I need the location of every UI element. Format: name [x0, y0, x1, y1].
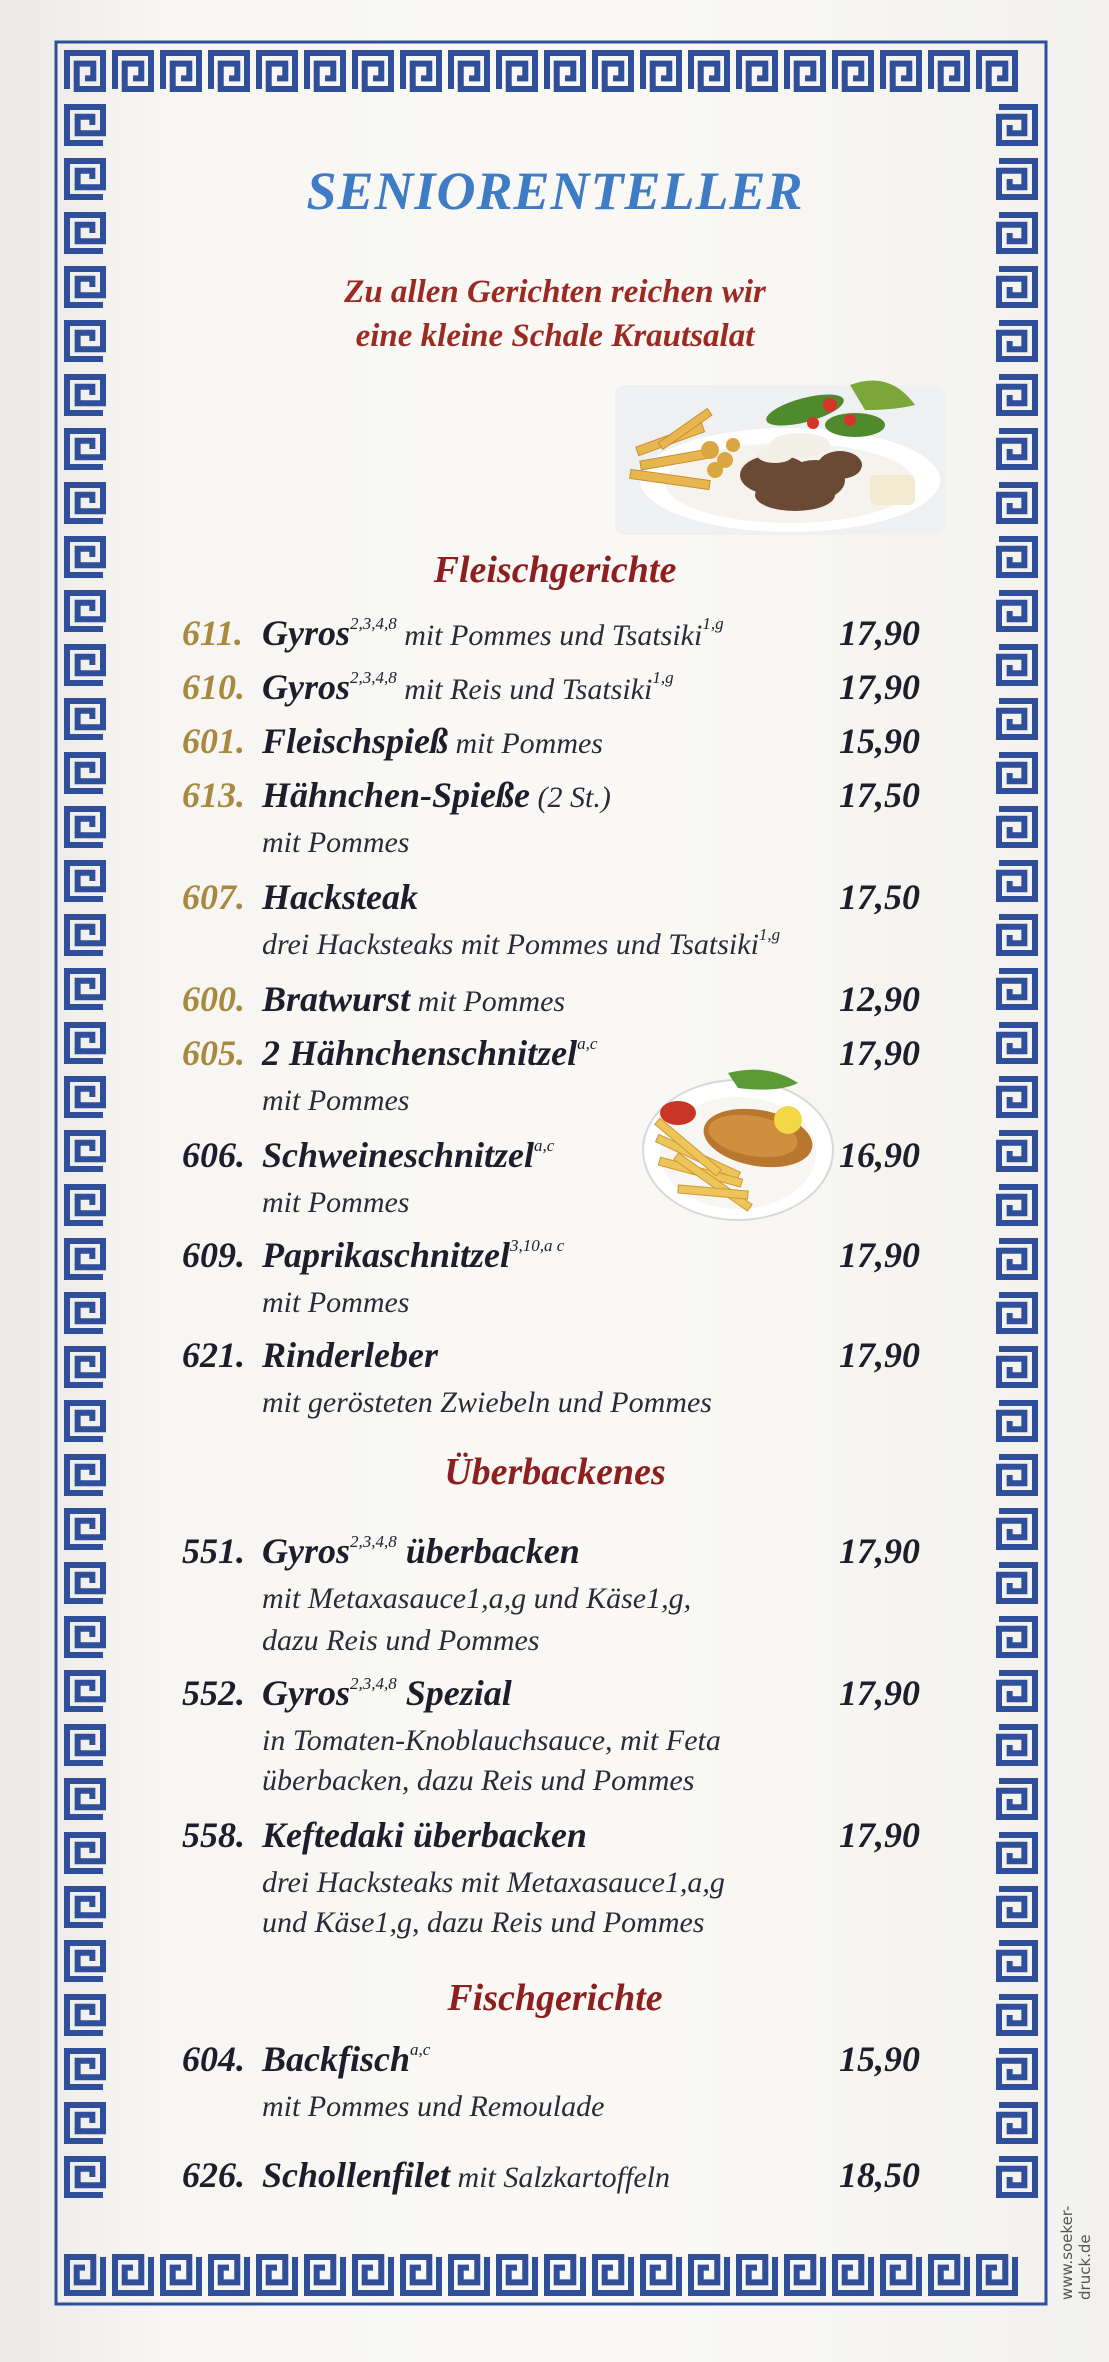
item-description: in Tomaten-Knoblauchsauce, mit Feta: [262, 1724, 721, 1757]
item-number: 621.: [182, 1335, 245, 1375]
item-price: 12,90: [839, 979, 920, 1019]
meander-tile: [355, 2257, 391, 2293]
meander-tile: [307, 2257, 343, 2293]
item-name: Hähnchen-Spieße (2 St.): [262, 775, 611, 815]
item-description: mit gerösteten Zwiebeln und Pommes: [262, 1386, 712, 1419]
meander-tile: [67, 647, 103, 683]
meander-tile: [67, 107, 103, 143]
item-name: Rinderleber: [262, 1335, 438, 1375]
meander-tile: [999, 1349, 1035, 1385]
meander-tile: [67, 1997, 103, 2033]
meander-tile: [67, 1457, 103, 1493]
meander-tile: [499, 2257, 535, 2293]
item-description: drei Hacksteaks mit Metaxasauce1,a,g: [262, 1866, 725, 1899]
meander-tile: [999, 1727, 1035, 1763]
menu-item-558: [182, 1814, 942, 1860]
meander-tile: [163, 53, 199, 89]
meander-tile: [999, 1241, 1035, 1277]
meander-tile: [67, 809, 103, 845]
section-heading-fischgerichte: Fischgerichte: [447, 1977, 663, 2019]
menu-content: [160, 150, 950, 2200]
meander-tile: [67, 917, 103, 953]
meander-tile: [999, 593, 1035, 629]
meander-tile: [307, 53, 343, 89]
item-name: Schweineschnitzel$^{a,c}$: [262, 1135, 555, 1175]
item-number: 606.: [182, 1135, 245, 1175]
menu-item-600: [182, 978, 942, 1024]
meander-tile: [931, 2257, 967, 2293]
meander-tile: [835, 53, 871, 89]
item-number: 552.: [182, 1673, 245, 1713]
section-heading-fleischgerichte: Fleischgerichte: [433, 549, 677, 591]
menu-item-621: [182, 1334, 942, 1380]
menu-item-609: [182, 1234, 942, 1280]
meander-tile: [999, 1511, 1035, 1547]
meander-tile: [999, 863, 1035, 899]
meander-tile: [67, 1349, 103, 1385]
section-heading-ueberbackenes: Überbackenes: [444, 1451, 666, 1493]
meander-tile: [999, 2105, 1035, 2141]
item-description: dazu Reis und Pommes: [262, 1624, 540, 1657]
meander-tile: [999, 1619, 1035, 1655]
item-number: 604.: [182, 2039, 245, 2079]
meander-tile: [67, 1133, 103, 1169]
item-number: 611.: [182, 613, 244, 653]
meander-tile: [67, 1511, 103, 1547]
meander-tile: [999, 323, 1035, 359]
meander-tile: [67, 1781, 103, 1817]
meander-tile: [67, 1187, 103, 1223]
meander-tile: [403, 2257, 439, 2293]
item-name: Bratwurst mit Pommes: [262, 979, 566, 1019]
meander-tile: [979, 2257, 1015, 2293]
item-number: 600.: [182, 979, 245, 1019]
meander-tile: [999, 107, 1035, 143]
meander-tile: [67, 2105, 103, 2141]
item-price: 15,90: [839, 721, 920, 761]
meander-tile: [67, 2257, 103, 2293]
meander-tile: [595, 2257, 631, 2293]
meander-tile: [999, 1781, 1035, 1817]
meander-tile: [67, 269, 103, 305]
menu-item-626: [182, 2154, 942, 2200]
item-description: mit Pommes: [262, 1084, 410, 1117]
meander-tile: [787, 2257, 823, 2293]
meander-tile: [999, 917, 1035, 953]
menu-item-611: [182, 612, 942, 658]
menu-item-610: [182, 666, 942, 712]
menu-item-552: [182, 1672, 942, 1718]
meander-tile: [67, 1565, 103, 1601]
meander-tile: [67, 1403, 103, 1439]
printer-credit: www.soeker-druck.de: [1058, 2205, 1094, 2300]
meander-tile: [787, 53, 823, 89]
meander-tile: [999, 1079, 1035, 1115]
item-price: 17,90: [839, 1235, 920, 1275]
item-price: 15,90: [839, 2039, 920, 2079]
page-title: SENIORENTELLER: [306, 161, 804, 221]
meander-tile: [163, 2257, 199, 2293]
meander-tile: [451, 53, 487, 89]
meander-tile: [259, 2257, 295, 2293]
meander-tile: [643, 2257, 679, 2293]
menu-item-606: [182, 1134, 942, 1180]
meander-tile: [999, 1295, 1035, 1331]
meander-tile: [67, 971, 103, 1007]
subtitle-line-1: Zu allen Gerichten reichen wir: [344, 274, 766, 310]
meander-tile: [67, 1079, 103, 1115]
meander-tile: [67, 161, 103, 197]
meander-tile: [67, 1727, 103, 1763]
item-name: Schollenfilet mit Salzkartoffeln: [262, 2155, 670, 2195]
meander-tile: [999, 161, 1035, 197]
meander-tile: [883, 2257, 919, 2293]
gyros-plate-image: [615, 365, 945, 540]
meander-tile: [999, 1943, 1035, 1979]
item-name: Gyros$^{2,3,4,8}$ mit Reis und Tsatsiki$^{1,g}$: [262, 667, 674, 707]
menu-item-605: [182, 1032, 942, 1078]
item-price: 17,90: [839, 667, 920, 707]
meander-tile: [999, 1457, 1035, 1493]
meander-tile: [999, 1889, 1035, 1925]
meander-tile: [931, 53, 967, 89]
item-price: 17,90: [839, 1815, 920, 1855]
meander-tile: [67, 1835, 103, 1871]
meander-tile: [691, 53, 727, 89]
item-name: Backfisch$^{a,c}$: [262, 2039, 431, 2079]
meander-tile: [999, 2051, 1035, 2087]
item-number: 609.: [182, 1235, 245, 1275]
item-description: drei Hacksteaks mit Pommes und Tsatsiki$^{1,g}$: [262, 925, 781, 961]
item-price: 17,90: [839, 1531, 920, 1571]
meander-tile: [999, 971, 1035, 1007]
meander-tile: [999, 1133, 1035, 1169]
meander-tile: [67, 215, 103, 251]
meander-tile: [643, 53, 679, 89]
meander-tile: [595, 53, 631, 89]
item-number: 613.: [182, 775, 245, 815]
meander-tile: [67, 1889, 103, 1925]
meander-tile: [355, 53, 391, 89]
meander-tile: [67, 1673, 103, 1709]
menu-item-607: [182, 876, 942, 922]
meander-tile: [999, 701, 1035, 737]
item-name: Keftedaki überbacken: [262, 1815, 587, 1855]
menu-item-551: [182, 1530, 942, 1576]
meander-tile: [999, 755, 1035, 791]
meander-tile: [739, 2257, 775, 2293]
meander-tile: [883, 53, 919, 89]
meander-tile: [67, 863, 103, 899]
meander-tile: [403, 53, 439, 89]
meander-tile: [999, 485, 1035, 521]
meander-tile: [67, 593, 103, 629]
meander-tile: [67, 377, 103, 413]
meander-tile: [999, 539, 1035, 575]
item-description: überbacken, dazu Reis und Pommes: [262, 1764, 695, 1797]
meander-tile: [999, 1025, 1035, 1061]
meander-tile: [451, 2257, 487, 2293]
meander-tile: [999, 269, 1035, 305]
meander-tile: [67, 1943, 103, 1979]
meander-tile: [67, 53, 103, 89]
item-name: Paprikaschnitzel$^{3,10,a c}$: [262, 1235, 565, 1275]
meander-tile: [67, 1295, 103, 1331]
item-name: Gyros$^{2,3,4,8}$ mit Pommes und Tsatsiki$^{1,g}$: [262, 613, 724, 653]
meander-tile: [547, 53, 583, 89]
item-description: mit Pommes und Remoulade: [262, 2090, 605, 2123]
menu-item-604: [182, 2038, 942, 2084]
item-price: 16,90: [839, 1135, 920, 1175]
item-name: Gyros$^{2,3,4,8}$ überbacken: [262, 1531, 580, 1571]
meander-tile: [999, 809, 1035, 845]
meander-tile: [67, 1619, 103, 1655]
meander-tile: [211, 53, 247, 89]
meander-tile: [67, 1025, 103, 1061]
meander-tile: [999, 1187, 1035, 1223]
item-name: 2 Hähnchenschnitzel$^{a,c}$: [262, 1033, 598, 1073]
item-number: 610.: [182, 667, 245, 707]
meander-tile: [691, 2257, 727, 2293]
meander-tile: [67, 755, 103, 791]
item-number: 607.: [182, 877, 245, 917]
item-name: Gyros$^{2,3,4,8}$ Spezial: [262, 1673, 512, 1713]
item-price: 17,90: [839, 1033, 920, 1073]
meander-tile: [67, 2051, 103, 2087]
item-price: 17,50: [839, 775, 920, 815]
meander-tile: [999, 647, 1035, 683]
item-price: 17,90: [839, 613, 920, 653]
meander-tile: [115, 53, 151, 89]
meander-tile: [211, 2257, 247, 2293]
item-description: mit Metaxasauce1,a,g und Käse1,g,: [262, 1582, 692, 1615]
meander-tile: [979, 53, 1015, 89]
meander-tile: [67, 539, 103, 575]
menu-item-601: [182, 720, 942, 766]
menu-item-613: [182, 774, 942, 820]
meander-tile: [999, 377, 1035, 413]
item-number: 626.: [182, 2155, 245, 2195]
item-description: und Käse1,g, dazu Reis und Pommes: [262, 1906, 705, 1939]
meander-tile: [115, 2257, 151, 2293]
meander-tile: [999, 215, 1035, 251]
meander-tile: [67, 323, 103, 359]
meander-tile: [499, 53, 535, 89]
meander-tile: [999, 1997, 1035, 2033]
item-price: 18,50: [839, 2155, 920, 2195]
item-name: Fleischspieß mit Pommes: [262, 721, 603, 761]
item-number: 558.: [182, 1815, 245, 1855]
meander-tile: [739, 53, 775, 89]
meander-tile: [259, 53, 295, 89]
meander-tile: [999, 1673, 1035, 1709]
meander-tile: [999, 1403, 1035, 1439]
meander-tile: [999, 1835, 1035, 1871]
item-description: mit Pommes: [262, 1286, 410, 1319]
item-number: 605.: [182, 1033, 245, 1073]
item-number: 601.: [182, 721, 245, 761]
item-description: mit Pommes: [262, 1186, 410, 1219]
item-number: 551.: [182, 1531, 245, 1571]
meander-tile: [547, 2257, 583, 2293]
item-price: 17,90: [839, 1335, 920, 1375]
item-description: mit Pommes: [262, 826, 410, 859]
item-name: Hacksteak: [262, 877, 418, 917]
meander-tile: [67, 2159, 103, 2195]
meander-tile: [835, 2257, 871, 2293]
meander-tile: [67, 431, 103, 467]
meander-tile: [67, 701, 103, 737]
item-price: 17,90: [839, 1673, 920, 1713]
meander-tile: [67, 1241, 103, 1277]
meander-tile: [999, 1565, 1035, 1601]
meander-tile: [999, 2159, 1035, 2195]
meander-tile: [999, 431, 1035, 467]
subtitle-line-2: eine kleine Schale Krautsalat: [355, 318, 755, 354]
meander-tile: [67, 485, 103, 521]
item-price: 17,50: [839, 877, 920, 917]
